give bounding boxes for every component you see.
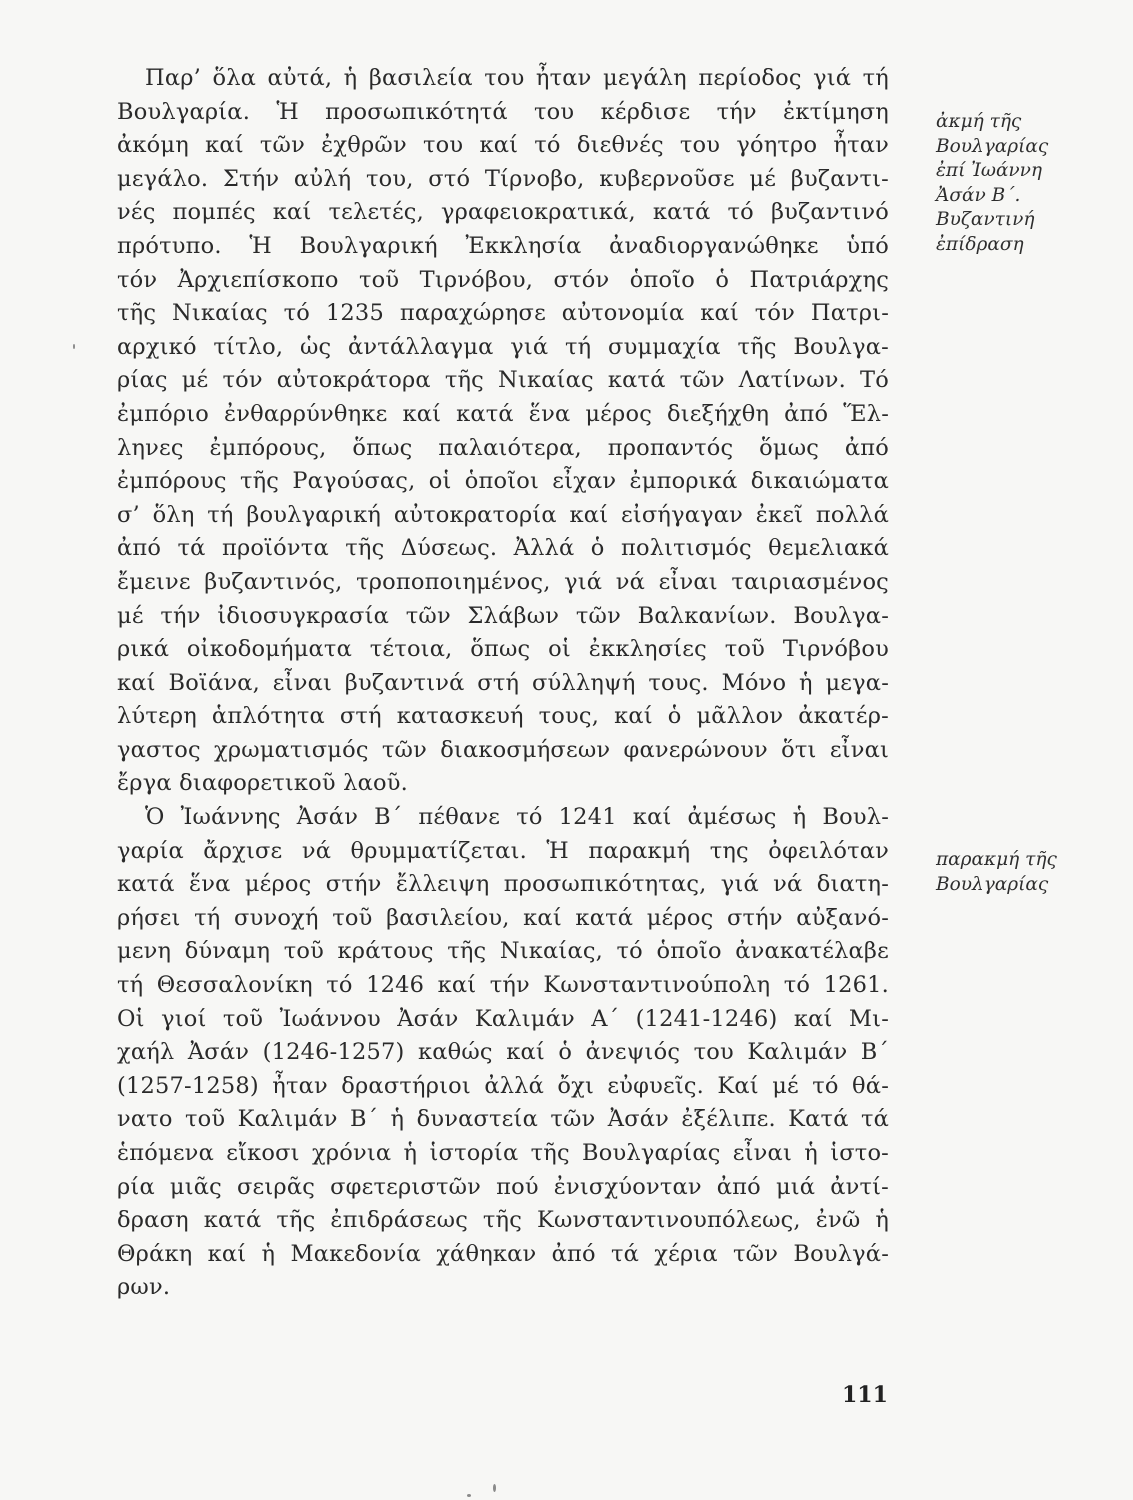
margin-note-flourishing [936,110,1096,257]
text-line: σ’ ὅλη τή βουλγαρική αὐτοκρατορία καί εἰσήγαγαν ἐκεῖ πολλά [117,501,889,528]
scan-speck [493,1484,496,1492]
margin-note-line: παρακμή τῆς [936,849,1057,870]
margin-note-line: ἀκμή τῆς [936,111,1022,132]
text-line: ρικά οἰκοδομήματα τέτοια, ὅπως οἱ ἐκκλησίες τοῦ Τιρνόβου [117,636,889,663]
margin-note-line: Βουλγαρίας [936,873,1049,895]
margin-note-line: Ἀσάν Β΄. [936,184,1021,206]
text-line: Ὁ Ἰωάννης Ἀσάν Β΄ πέθανε τό 1241 καί ἀμέσως ἡ Βουλ- [145,804,889,831]
text-line: χαήλ Ἀσάν (1246-1257) καθώς καί ὁ ἀνεψιός του Καλιμάν Β΄ [117,1039,889,1066]
text-line: τή Θεσσαλονίκη τό 1246 καί τήν Κωνσταντινούπολη τό 1261. [117,972,889,999]
text-line: ἔμεινε βυζαντινός, τροποποιημένος, γιά νά εἶναι ταιριασμένος [117,568,889,595]
text-line: τόν Ἀρχιεπίσκοπο τοῦ Τιρνόβου, στόν ὁποῖο ὁ Πατριάρχης [117,266,889,293]
text-line: ἔργα διαφορετικοῦ λαοῦ. [117,770,408,797]
text-line: νατο τοῦ Καλιμάν Β΄ ἡ δυναστεία τῶν Ἀσάν ἐξέλιπε. Κατά τά [117,1106,889,1133]
main-text-block [117,62,889,1305]
text-line: λύτερη ἁπλότητα στή κατασκευή τους, καί ὁ μᾶλλον ἀκατέρ- [117,703,889,730]
text-line: ρων. [117,1274,171,1301]
text-line: ἑπόμενα εἴκοσι χρόνια ἡ ἱστορία τῆς Βουλγαρίας εἶναι ἡ ἱστο- [117,1140,889,1166]
text-line: ἐμπόρους τῆς Ραγούσας, οἱ ὁποῖοι εἶχαν ἐμπορικά δικαιώματα [117,468,889,495]
text-line: νές πομπές καί τελετές, γραφειοκρατικά, κατά τό βυζαντινό [117,199,889,226]
text-line: μέ τήν ἰδιοσυγκρασία τῶν Σλάβων τῶν Βαλκανίων. Βουλγα- [117,602,889,629]
text-line: κατά ἕνα μέρος στήν ἔλλειψη προσωπικότητας, γιά νά διατη- [117,871,889,898]
page-number: 111 [842,1382,888,1408]
margin-note-line: ἐπί Ἰωάννη [936,160,1043,181]
margin-note-line: Βουλγαρίας [936,135,1049,157]
text-line: τῆς Νικαίας τό 1235 παραχώρησε αὐτονομία καί τόν Πατρι- [117,300,889,327]
text-line: γαστος χρωματισμός τῶν διακοσμήσεων φανερώνουν ὅτι εἶναι [117,736,889,763]
text-line: ἐμπόριο ἐνθαρρύνθηκε καί κατά ἕνα μέρος διεξήχθη ἀπό Ἕλ- [117,400,889,427]
text-line: καί Βοϊάνα, εἶναι βυζαντινά στή σύλληψή τους. Μόνο ἡ μεγα- [117,669,889,696]
text-line: δραση κατά τῆς ἐπιδράσεως τῆς Κωνσταντινουπόλεως, ἐνῶ ἡ [117,1207,889,1234]
scan-speck [467,1494,471,1497]
margin-note-line: ἐπίδραση [936,233,1024,255]
text-line: Οἱ γιοί τοῦ Ἰωάννου Ἀσάν Καλιμάν Α΄ (1241-1246) καί Μι- [117,1005,889,1032]
text-line: γαρία ἄρχισε νά θρυμματίζεται. Ἡ παρακμή της ὀφειλόταν [117,837,889,864]
scan-speck [73,344,75,349]
text-line: Θράκη καί ἡ Μακεδονία χάθηκαν ἀπό τά χέρια τῶν Βουλγά- [117,1240,889,1267]
text-line: ρήσει τή συνοχή τοῦ βασιλείου, καί κατά μέρος στήν αὐξανό- [117,904,889,931]
text-line: ρία μιᾶς σειρᾶς σφετεριστῶν πού ἐνισχύονταν ἀπό μιά ἀντί- [117,1173,889,1200]
text-line: ἀπό τά προϊόντα τῆς Δύσεως. Ἀλλά ὁ πολιτισμός θεμελιακά [117,535,889,562]
text-line: ληνες ἐμπόρους, ὅπως παλαιότερα, προπαντός ὅμως ἀπό [117,434,889,461]
text-line: μεγάλο. Στήν αὐλή του, στό Τίρνοβο, κυβερνοῦσε μέ βυζαντι- [117,165,889,192]
text-line: (1257-1258) ἦταν δραστήριοι ἀλλά ὄχι εὐφυεῖς. Καί μέ τό θά- [117,1072,889,1099]
text-line: πρότυπο. Ἡ Βουλγαρική Ἐκκλησία ἀναδιοργανώθηκε ὑπό [117,232,889,259]
text-line: ἀκόμη καί τῶν ἐχθρῶν του καί τό διεθνές του γόητρο ἦταν [117,132,889,159]
text-line: αρχικό τίτλο, ὡς ἀντάλλαγμα γιά τή συμμαχία τῆς Βουλγα- [117,333,889,360]
text-line: ρίας μέ τόν αὐτοκράτορα τῆς Νικαίας κατά τῶν Λατίνων. Τό [117,367,889,394]
margin-note-line: Βυζαντινή [936,209,1035,230]
text-line: μενη δύναμη τοῦ κράτους τῆς Νικαίας, τό ὁποῖο ἀνακατέλαβε [117,938,889,965]
text-line: Παρ’ ὅλα αὐτά, ἡ βασιλεία του ἦταν μεγάλη περίοδος γιά τή [145,65,889,91]
text-line: Βουλγαρία. Ἡ προσωπικότητά του κέρδισε τήν ἐκτίμηση [117,98,889,125]
margin-note-decline [936,848,1096,897]
